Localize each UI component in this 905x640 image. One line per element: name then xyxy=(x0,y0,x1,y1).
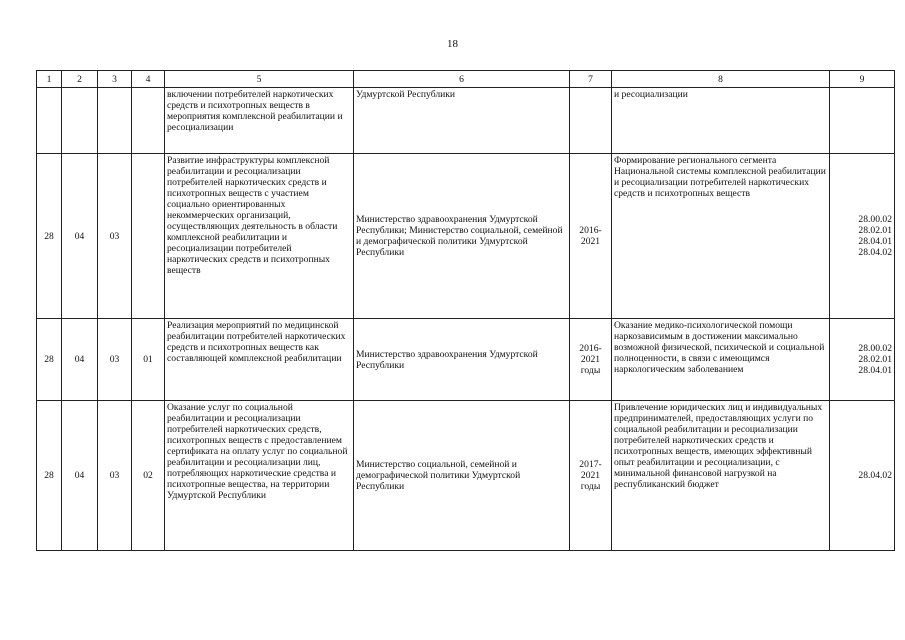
cell-indicators xyxy=(830,88,895,154)
cell-subsection xyxy=(62,88,98,154)
table-row xyxy=(37,319,895,401)
cell-subitem xyxy=(132,88,165,154)
table-row xyxy=(37,88,895,154)
cell-subitem xyxy=(132,154,165,319)
cell-subsection: 04 xyxy=(62,319,98,401)
cell-result: и ресоциализации xyxy=(612,88,830,154)
cell-result: Привлечение юридических лиц и индивидуальных предпринимателей, предоставляющих услуги по социальной реабилитации и ресоциализации потребителей наркотических средств и психотропных веществ, имеющих эффективный опыт реабилитации и ресоциализации, с минимальной финансовой нагрузкой на республиканский бюджет xyxy=(612,401,830,551)
cell-subitem: 02 xyxy=(132,401,165,551)
cell-subitem: 01 xyxy=(132,319,165,401)
indicator-code: 28.02.01 xyxy=(858,354,892,365)
program-table xyxy=(36,70,895,551)
header-col-4: 4 xyxy=(132,71,165,88)
cell-measure: включении потребителей наркотических средств и психотропных веществ в мероприятия комплексной реабилитации и ресоциализации xyxy=(165,88,354,154)
header-col-2: 2 xyxy=(62,71,98,88)
cell-section: 28 xyxy=(37,401,62,551)
cell-section: 28 xyxy=(37,154,62,319)
header-col-7: 7 xyxy=(570,71,612,88)
cell-measure: Развитие инфраструктуры комплексной реабилитации и ресоциализации потребителей наркотических средств и психотропных веществ с участием социально ориентированных некоммерческих организаций, осуществляющих деятельность в области комплексной реабилитации и ресоциализации потребителей наркотических средств и психотропных веществ xyxy=(165,154,354,319)
cell-result: Формирование регионального сегмента Национальной системы комплексной реабилитации и ресоциализации потребителей наркотических средств и психотропных веществ xyxy=(612,154,830,319)
cell-subsection: 04 xyxy=(62,154,98,319)
table-row xyxy=(37,401,895,551)
cell-executor: Министерство здравоохранения Удмуртской Республики; Министерство социальной, семейной и демографической политики Удмуртской Республики xyxy=(354,154,570,319)
cell-item: 03 xyxy=(98,154,132,319)
cell-result: Оказание медико-психологической помощи наркозависимым в достижении максимально возможной физической, психической и социальной полноценности, в связи с имеющимся наркологическим заболеванием xyxy=(612,319,830,401)
cell-period: 2016- 2021 годы xyxy=(570,319,612,401)
cell-executor: Удмуртской Республики xyxy=(354,88,570,154)
header-row xyxy=(37,71,895,88)
indicator-code: 28.04.02 xyxy=(858,247,892,258)
header-col-8: 8 xyxy=(612,71,830,88)
page-number: 18 xyxy=(447,38,458,50)
header-col-6: 6 xyxy=(354,71,570,88)
header-col-9: 9 xyxy=(830,71,895,88)
indicator-code: 28.02.01 xyxy=(858,225,892,236)
indicator-code: 28.00.02 xyxy=(858,343,892,354)
indicator-code: 28.00.02 xyxy=(858,214,892,225)
indicator-code: 28.04.02 xyxy=(858,470,892,481)
cell-section: 28 xyxy=(37,319,62,401)
indicator-code: 28.04.01 xyxy=(858,236,892,247)
header-col-5: 5 xyxy=(165,71,354,88)
cell-executor: Министерство социальной, семейной и демографической политики Удмуртской Республики xyxy=(354,401,570,551)
cell-indicators xyxy=(830,154,895,319)
cell-subsection: 04 xyxy=(62,401,98,551)
header-col-3: 3 xyxy=(98,71,132,88)
cell-indicators xyxy=(830,401,895,551)
cell-measure: Оказание услуг по социальной реабилитации и ресоциализации потребителей наркотических средств, психотропных веществ с предоставлением сертификата на оплату услуг по социальной реабилитации и ресоциализации лиц, потребляющих наркотические средства и психотропные вещества, на территории Удмуртской Республики xyxy=(165,401,354,551)
cell-period xyxy=(570,88,612,154)
table-row xyxy=(37,154,895,319)
cell-section xyxy=(37,88,62,154)
cell-indicators xyxy=(830,319,895,401)
cell-period: 2017- 2021 годы xyxy=(570,401,612,551)
cell-measure: Реализация мероприятий по медицинской реабилитации потребителей наркотических средств и психотропных веществ как составляющей комплексной реабилитации xyxy=(165,319,354,401)
cell-executor: Министерство здравоохранения Удмуртской Республики xyxy=(354,319,570,401)
cell-item: 03 xyxy=(98,319,132,401)
cell-item xyxy=(98,88,132,154)
indicator-code: 28.04.01 xyxy=(858,365,892,376)
cell-period: 2016- 2021 xyxy=(570,154,612,319)
cell-item: 03 xyxy=(98,401,132,551)
header-col-1: 1 xyxy=(37,71,62,88)
